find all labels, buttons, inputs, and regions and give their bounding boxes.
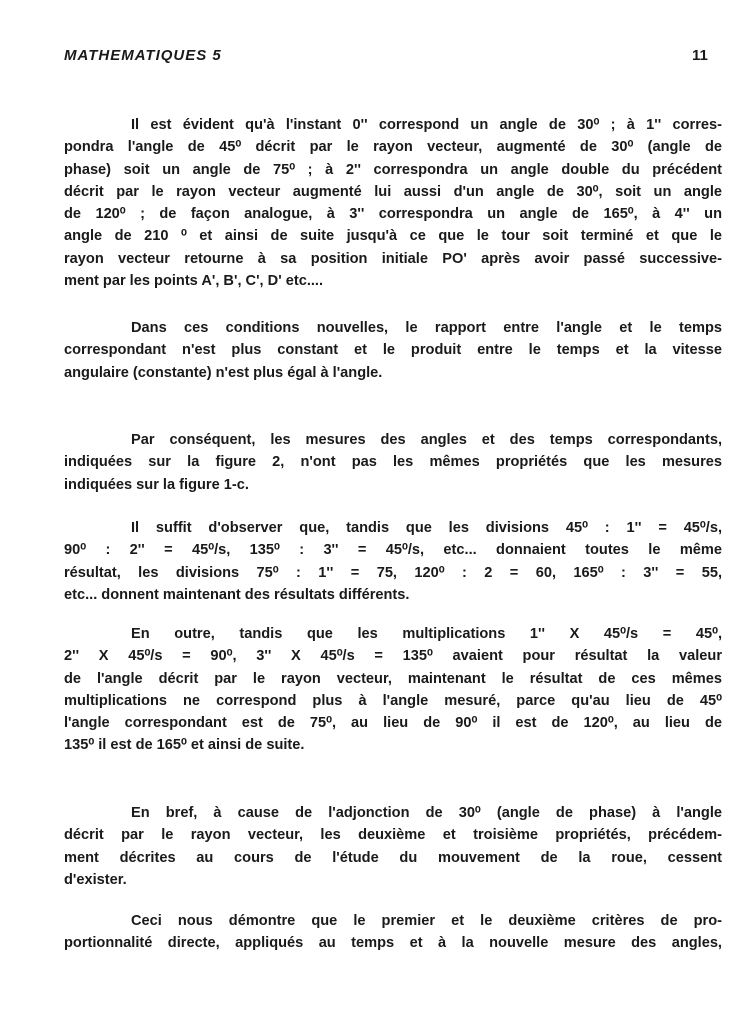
text-line: multiplications ne correspond plus à l'angle mesuré, parce qu'au lieu de 45⁰ [64, 692, 722, 709]
text-line: ment décrites au cours de l'étude du mouvement de la roue, cessent [64, 849, 722, 866]
text-line: correspondant n'est plus constant et le produit entre le temps et la vitesse [64, 342, 722, 359]
text-line: indiquées sur la figure 1-c. [64, 476, 249, 493]
page-number: 11 [692, 47, 708, 64]
text-line: décrit par le rayon vecteur augmenté lui aussi d'un angle de 30⁰, soit un angle [64, 183, 722, 200]
text-line: angulaire (constante) n'est plus égal à l'angle. [64, 364, 383, 381]
paragraph [64, 910, 722, 955]
text-line: ment par les points A', B', C', D' etc.... [64, 273, 324, 290]
paragraph [64, 517, 722, 606]
text-line: En outre, tandis que les multiplications 1'' X 45⁰/s = 45⁰, [131, 626, 722, 642]
text-line: etc... donnent maintenant des résultats différents. [64, 586, 410, 603]
text-line: portionnalité directe, appliqués au temps et à la nouvelle mesure des angles, [64, 935, 722, 952]
paragraph [64, 802, 722, 891]
text-line: 2'' X 45⁰/s = 90⁰, 3'' X 45⁰/s = 135⁰ avaient pour résultat la valeur [64, 648, 722, 665]
paragraph [64, 317, 722, 384]
text-line: résultat, les divisions 75⁰ : 1'' = 75, 120⁰ : 2 = 60, 165⁰ : 3'' = 55, [64, 564, 722, 581]
text-line: angle de 210 ⁰ et ainsi de suite jusqu'à ce que le tour soit terminé et que le [64, 228, 722, 245]
text-line: indiquées sur la figure 2, n'ont pas les mêmes propriétés que les mesures [64, 454, 722, 471]
text-line: Ceci nous démontre que le premier et le deuxième critères de pro- [131, 913, 722, 929]
text-line: En bref, à cause de l'adjonction de 30⁰ (angle de phase) à l'angle [131, 805, 722, 821]
text-line: pondra l'angle de 45⁰ décrit par le rayon vecteur, augmenté de 30⁰ (angle de [64, 139, 722, 156]
paragraph [64, 114, 722, 292]
text-line: d'exister. [64, 871, 127, 888]
text-line: Il suffit d'observer que, tandis que les divisions 45⁰ : 1'' = 45⁰/s, [131, 520, 722, 536]
text-line: phase) soit un angle de 75⁰ ; à 2'' correspondra un angle double du précédent [64, 161, 722, 178]
paragraph [64, 623, 722, 757]
text-line: Dans ces conditions nouvelles, le rapport entre l'angle et le temps [131, 320, 722, 336]
text-line: l'angle correspondant est de 75⁰, au lieu de 90⁰ il est de 120⁰, au lieu de [64, 715, 722, 732]
paragraph [64, 429, 722, 496]
text-line: Par conséquent, les mesures des angles et des temps correspondants, [131, 432, 722, 448]
text-line: 90⁰ : 2'' = 45⁰/s, 135⁰ : 3'' = 45⁰/s, etc... donnaient toutes le même [64, 542, 722, 559]
text-line: de 120⁰ ; de façon analogue, à 3'' correspondra un angle de 165⁰, à 4'' un [64, 206, 722, 223]
text-line: Il est évident qu'à l'instant 0'' correspond un angle de 30⁰ ; à 1'' corres- [131, 117, 722, 133]
text-line: de l'angle décrit par le rayon vecteur, maintenant le résultat de ces mêmes [64, 670, 722, 687]
running-header-title: MATHEMATIQUES 5 [64, 47, 222, 64]
text-line: décrit par le rayon vecteur, les deuxième et troisième propriétés, précédem- [64, 827, 722, 844]
text-line: 135⁰ il est de 165⁰ et ainsi de suite. [64, 737, 305, 754]
text-line: rayon vecteur retourne à sa position initiale PO' après avoir passé successive- [64, 250, 722, 267]
